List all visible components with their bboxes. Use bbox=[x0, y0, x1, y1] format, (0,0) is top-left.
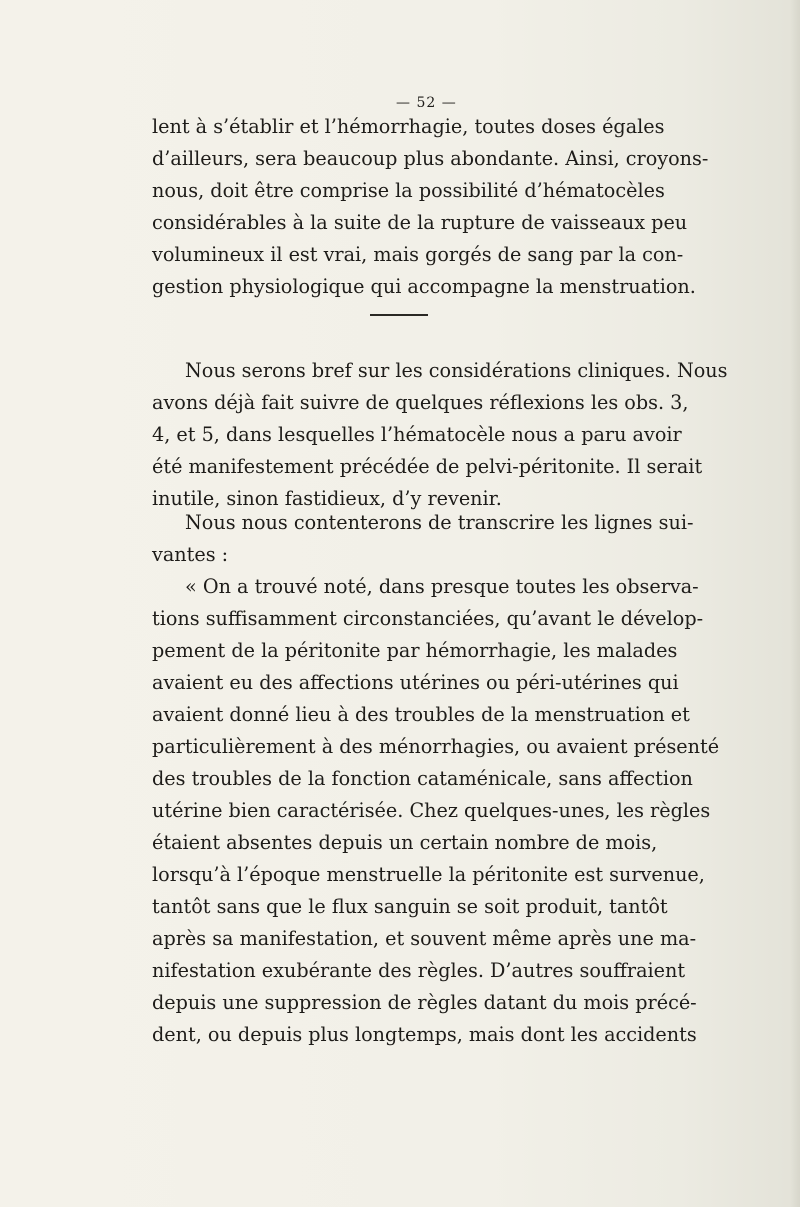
text-line: avaient eu des affections utérines ou péri-utérines qui bbox=[152, 671, 679, 694]
text-line: avons déjà fait suivre de quelques réflexions les obs. 3, bbox=[152, 391, 689, 414]
section-divider bbox=[370, 314, 428, 316]
text-line: dent, ou depuis plus longtemps, mais dont les accidents bbox=[152, 1023, 697, 1046]
text-line: nous, doit être comprise la possibilité d’hématocèles bbox=[152, 179, 665, 202]
text-line: nifestation exubérante des règles. D’autres souffraient bbox=[152, 959, 686, 982]
text-line: gestion physiologique qui accompagne la menstruation. bbox=[152, 275, 696, 298]
page-edge-shadow bbox=[790, 0, 800, 1207]
text-line: lorsqu’à l’époque menstruelle la péritonite est survenue, bbox=[152, 863, 705, 886]
text-line: tions suffisamment circonstanciées, qu’avant le dévelop- bbox=[152, 607, 704, 630]
text-line: des troubles de la fonction cataménicale, sans affection bbox=[152, 767, 693, 790]
text-line: après sa manifestation, et souvent même après une ma- bbox=[152, 927, 697, 950]
text-line: volumineux il est vrai, mais gorgés de sang par la con- bbox=[152, 243, 684, 266]
text-line: étaient absentes depuis un certain nombre de mois, bbox=[152, 831, 658, 854]
text-line: avaient donné lieu à des troubles de la menstruation et bbox=[152, 703, 690, 726]
text-line: utérine bien caractérisée. Chez quelques-unes, les règles bbox=[152, 799, 711, 822]
paragraph-first-line: Nous nous contenterons de transcrire les lignes sui- bbox=[185, 511, 694, 534]
text-line: depuis une suppression de règles datant du mois précé- bbox=[152, 991, 697, 1014]
text-line: inutile, sinon fastidieux, d’y revenir. bbox=[152, 487, 502, 510]
text-line: pement de la péritonite par hémorrhagie, les malades bbox=[152, 639, 678, 662]
text-line: été manifestement précédée de pelvi-péritonite. Il serait bbox=[152, 455, 703, 478]
text-line: 4, et 5, dans lesquelles l’hématocèle nous a paru avoir bbox=[152, 423, 682, 446]
text-line: vantes : bbox=[152, 543, 229, 566]
text-line: considérables à la suite de la rupture de vaisseaux peu bbox=[152, 211, 688, 234]
text-line: particulièrement à des ménorrhagies, ou avaient présenté bbox=[152, 735, 720, 758]
text-line: tantôt sans que le flux sanguin se soit produit, tantôt bbox=[152, 895, 668, 918]
paragraph-first-line: Nous serons bref sur les considérations cliniques. Nous bbox=[185, 359, 728, 382]
page-number: — 52 — bbox=[396, 95, 457, 111]
quote-first-line: « On a trouvé noté, dans presque toutes les observa- bbox=[185, 575, 699, 598]
text-line: lent à s’établir et l’hémorrhagie, toutes doses égales bbox=[152, 115, 665, 138]
text-line: d’ailleurs, sera beaucoup plus abondante. Ainsi, croyons- bbox=[152, 147, 709, 170]
